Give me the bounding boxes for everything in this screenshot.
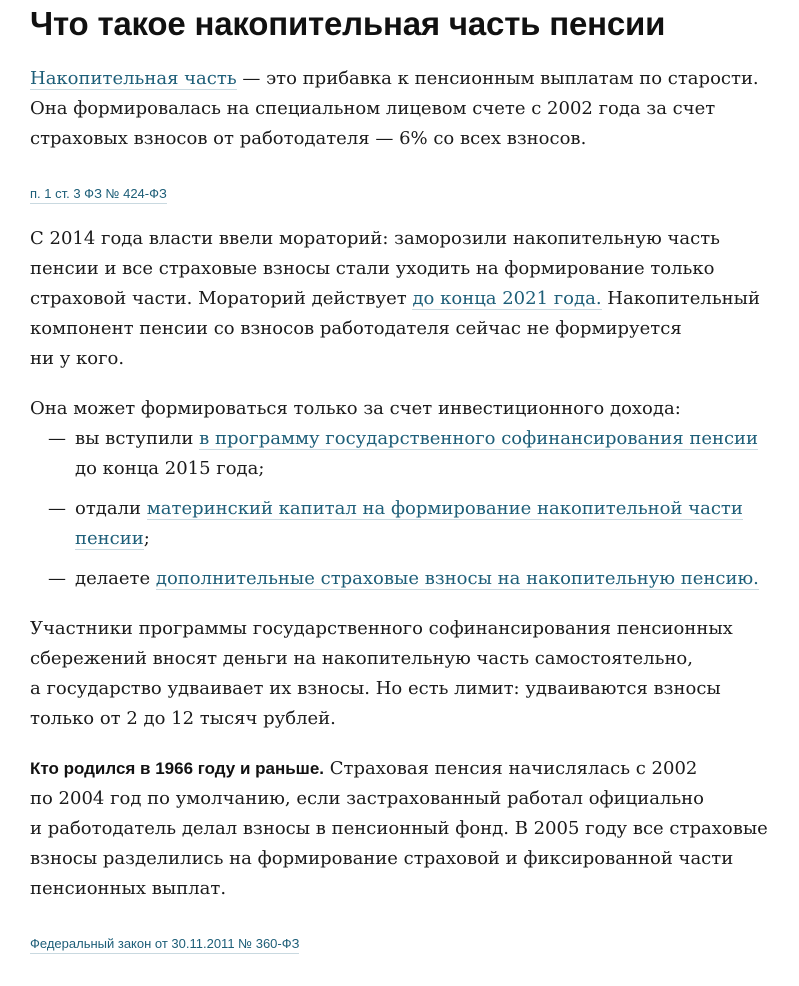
born-1966-lead: Кто родился в 1966 году и раньше. xyxy=(30,759,325,778)
article: Что такое накопительная часть пенсии Накопительная часть — это прибавка к пенсионным выплатам по старости. Она формировалась на специальном лицевом счете с 2002 года за счет страховых взносов от работодателя — 6% со всех взносов. п. 1 ст. 3 ФЗ № 424-ФЗ С 2014 года власти ввели мораторий: заморозили накопительную часть пенсии и все страховые взносы стали уходить на формирование только страховой части. Мораторий действует до конца 2021 года. Накопительный компонент пенсии со взносов работодателя сейчас не формируется ни у кого. Она может формироваться только за счет инвестиционного дохода: — вы вступили в программу государственного софинансирования пенсии до конца 2015 года; — отдали материнский капитал на формирование накопительной части пенсии; — делаете дополнительные страховые взносы на накопительную пенсию. Участники программы государственного софинансирования пенсионных сбережений вносят деньги на накопительную часть самостоятельно, а государство удваивает их взносы. Но есть лимит: удваиваются взносы только от 2 до 12 тысяч рублей. Кто родился в 1966 году и раньше. Страховая пенсия начислялась с 2002 по 2004 год по умолчанию, если застрахованный работал официально и работодатель делал взносы в пенсионный фонд. В 2005 году все страховые взносы разделились на формирование страховой и фиксированной части пенсионных выплат. Федеральный закон от 30.11.2011 № 360-ФЗ xyxy=(0,0,799,986)
cofinancing-program-link[interactable]: в программу государственного софинансирования пенсии xyxy=(199,428,759,449)
maternity-capital-link[interactable]: материнский капитал на формирование накопительной части xyxy=(146,498,743,519)
source-link-law-360[interactable]: Федеральный закон от 30.11.2011 № 360-ФЗ xyxy=(30,935,299,954)
list-dash: — xyxy=(48,428,66,449)
page-title: Что такое накопительная часть пенсии xyxy=(30,5,666,42)
moratorium-end-link[interactable]: до конца 2021 года. xyxy=(412,288,602,309)
source-link-law-424[interactable]: п. 1 ст. 3 ФЗ № 424-ФЗ xyxy=(30,185,167,204)
funded-part-link[interactable]: Накопительная часть xyxy=(30,68,237,89)
additional-contributions-link[interactable]: дополнительные страховые взносы на накопительную пенсию. xyxy=(155,568,759,589)
born-1966-paragraph: Кто родился в 1966 году и раньше. Страховая пенсия начислялась с 2002 по 2004 год по умолчанию, если застрахованный работал официально и работодатель делал взносы в пенсионный фонд. В 2005 году все страховые взносы разделились на формирование страховой и фиксированной части пенсионных выплат. xyxy=(30,758,768,899)
maternity-capital-link-cont[interactable]: пенсии xyxy=(75,528,144,549)
intro-paragraph xyxy=(30,64,775,154)
cofinancing-paragraph: Участники программы государственного софинансирования пенсионных сбережений вносят деньги на накопительную часть самостоятельно, а государство удваивает их взносы. Но есть лимит: удваиваются взносы только от 2 до 12 тысяч рублей. xyxy=(30,618,733,729)
intro-line-3: страховых взносов от работодателя — 6% со всех взносов. xyxy=(30,128,587,149)
list-intro: Она может формироваться только за счет инвестиционного дохода: xyxy=(30,398,681,419)
list-dash: — xyxy=(48,568,66,589)
moratorium-paragraph: С 2014 года власти ввели мораторий: заморозили накопительную часть пенсии и все страховые взносы стали уходить на формирование только страховой части. Мораторий действует до конца 2021 года. Накопительный компонент пенсии со взносов работодателя сейчас не формируется ни у кого. xyxy=(30,228,760,369)
intro-line-2: Она формировалась на специальном лицевом счете с 2002 года за счет xyxy=(30,98,716,119)
intro-line-1: Накопительная часть — это прибавка к пенсионным выплатам по старости. xyxy=(30,68,759,89)
list-dash: — xyxy=(48,498,66,519)
